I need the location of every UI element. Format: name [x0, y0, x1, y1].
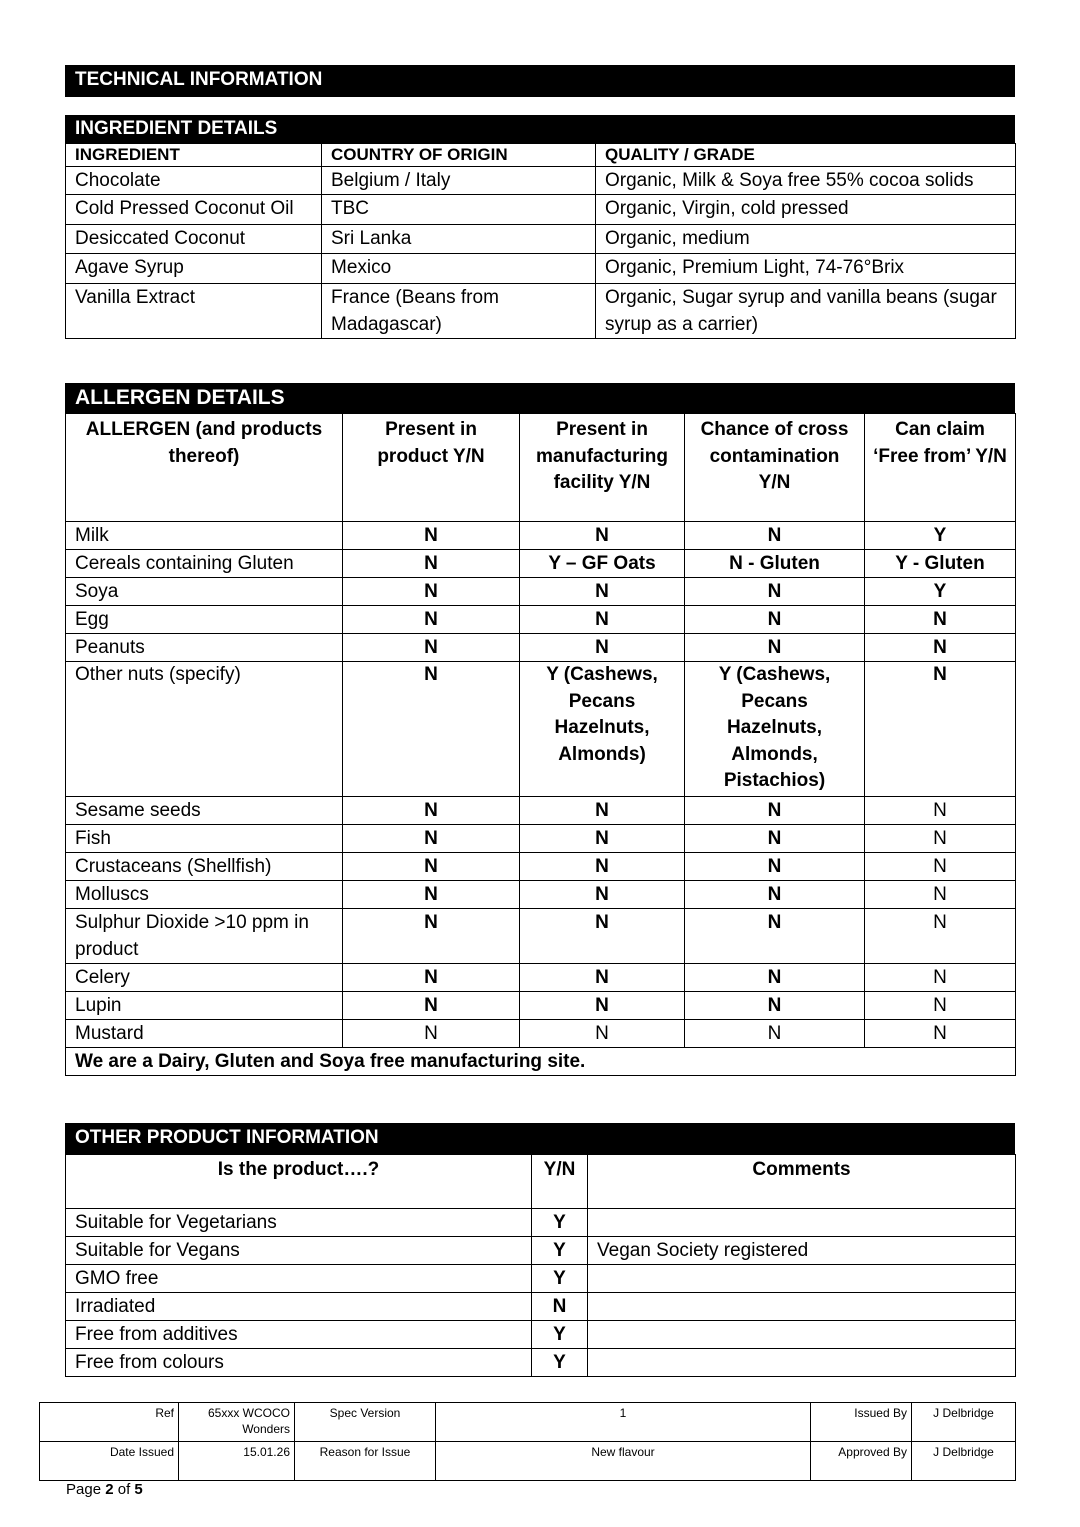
table-row: [66, 1209, 1016, 1237]
product-comment: Vegan Society registered: [588, 1237, 1016, 1265]
product-answer: Y: [532, 1237, 588, 1265]
allergen-value: N: [685, 797, 865, 825]
allergen-value: N: [520, 1020, 685, 1048]
page-total: 5: [134, 1481, 143, 1498]
allergen-value: N: [343, 1020, 520, 1048]
allergen-value: N: [685, 825, 865, 853]
date-issued-label: Date Issued: [40, 1442, 179, 1481]
product-question: Suitable for Vegans: [66, 1237, 532, 1265]
ingredient-col-header: INGREDIENT: [66, 144, 322, 167]
approved-by-value: J Delbridge: [912, 1442, 1016, 1481]
product-comment: [588, 1321, 1016, 1349]
allergen-value: N: [685, 578, 865, 606]
allergen-value: N: [685, 606, 865, 634]
table-row: [66, 853, 1016, 881]
other-header-row: [66, 1155, 1016, 1209]
is-the-product-col-header: Is the product….?: [66, 1155, 532, 1209]
allergen-value: N: [685, 992, 865, 1020]
allergen-value: N: [685, 1020, 865, 1048]
allergen-value: N: [520, 909, 685, 964]
ingredient-origin: France (Beans from Madagascar): [322, 284, 596, 339]
table-row: [66, 909, 1016, 964]
ref-label: Ref: [40, 1403, 179, 1442]
table-row: [66, 634, 1016, 662]
page-prefix: Page: [66, 1481, 102, 1498]
table-row: [66, 578, 1016, 606]
table-row: [66, 1349, 1016, 1377]
allergen-value: N: [520, 522, 685, 550]
allergen-value: Y (Cashews, Pecans Hazelnuts, Almonds): [520, 662, 685, 797]
date-issued-value: 15.01.26: [179, 1442, 295, 1481]
quality-col-header: QUALITY / GRADE: [596, 144, 1016, 167]
ingredient-name: Cold Pressed Coconut Oil: [66, 195, 322, 225]
ingredient-grade: Organic, Sugar syrup and vanilla beans (sugar syrup as a carrier): [596, 284, 1016, 339]
allergen-value: N: [520, 825, 685, 853]
spec-version-value: 1: [436, 1403, 811, 1442]
allergen-name: Celery: [66, 964, 343, 992]
product-comment: [588, 1349, 1016, 1377]
product-question: Free from colours: [66, 1349, 532, 1377]
table-row: [66, 662, 1016, 797]
comments-col-header: Comments: [588, 1155, 1016, 1209]
allergen-table: [65, 413, 1016, 1076]
allergen-value: N: [685, 881, 865, 909]
ingredient-name: Agave Syrup: [66, 254, 322, 284]
present-in-facility-col-header: Present in manufacturing facility Y/N: [520, 414, 685, 522]
ingredient-name: Chocolate: [66, 167, 322, 195]
allergen-name: Crustaceans (Shellfish): [66, 853, 343, 881]
allergen-name: Lupin: [66, 992, 343, 1020]
allergen-name: Milk: [66, 522, 343, 550]
allergen-note-row: [66, 1048, 1016, 1076]
table-row: [66, 964, 1016, 992]
allergen-site-note: We are a Dairy, Gluten and Soya free manufacturing site.: [66, 1048, 1016, 1076]
allergen-value: N: [865, 853, 1016, 881]
allergen-name: Soya: [66, 578, 343, 606]
product-answer: N: [532, 1293, 588, 1321]
allergen-value: Y - Gluten: [865, 550, 1016, 578]
product-question: Free from additives: [66, 1321, 532, 1349]
page-number: [66, 1481, 143, 1498]
ingredient-origin: Belgium / Italy: [322, 167, 596, 195]
table-row: [66, 881, 1016, 909]
ingredient-grade: Organic, medium: [596, 225, 1016, 254]
allergen-value: Y – GF Oats: [520, 550, 685, 578]
ingredient-origin: Sri Lanka: [322, 225, 596, 254]
table-row: [66, 195, 1016, 225]
allergen-value: Y: [865, 522, 1016, 550]
allergen-value: N: [685, 634, 865, 662]
allergen-value: N - Gluten: [685, 550, 865, 578]
allergen-value: N: [343, 825, 520, 853]
document-footer-table: [39, 1402, 1016, 1481]
issued-by-label: Issued By: [811, 1403, 912, 1442]
ingredient-grade: Organic, Premium Light, 74-76°Brix: [596, 254, 1016, 284]
table-row: [66, 1293, 1016, 1321]
allergen-value: N: [343, 522, 520, 550]
allergen-value: N: [520, 578, 685, 606]
ingredient-origin: Mexico: [322, 254, 596, 284]
product-comment: [588, 1265, 1016, 1293]
allergen-name: Fish: [66, 825, 343, 853]
table-row: [66, 1020, 1016, 1048]
ref-value: 65xxx WCOCO Wonders: [179, 1403, 295, 1442]
table-row: [66, 606, 1016, 634]
ingredient-details-heading: INGREDIENT DETAILS: [65, 115, 1015, 143]
ingredient-header-row: [66, 144, 1016, 167]
allergen-name: Egg: [66, 606, 343, 634]
allergen-value: N: [865, 634, 1016, 662]
spec-version-label: Spec Version: [295, 1403, 436, 1442]
allergen-value: N: [343, 662, 520, 797]
table-row: [66, 1321, 1016, 1349]
allergen-col-header: ALLERGEN (and products thereof): [66, 414, 343, 522]
allergen-value: N: [685, 909, 865, 964]
allergen-value: N: [343, 881, 520, 909]
table-row: [66, 284, 1016, 339]
allergen-name: Other nuts (specify): [66, 662, 343, 797]
ingredient-name: Vanilla Extract: [66, 284, 322, 339]
ingredient-table: [65, 143, 1016, 339]
other-product-info-heading: OTHER PRODUCT INFORMATION: [65, 1123, 1015, 1154]
allergen-name: Cereals containing Gluten: [66, 550, 343, 578]
ingredient-grade: Organic, Virgin, cold pressed: [596, 195, 1016, 225]
allergen-value: N: [685, 964, 865, 992]
technical-information-heading: TECHNICAL INFORMATION: [65, 65, 1015, 97]
table-row: [66, 254, 1016, 284]
allergen-name: Molluscs: [66, 881, 343, 909]
ingredient-origin: TBC: [322, 195, 596, 225]
allergen-value: N: [865, 992, 1016, 1020]
country-col-header: COUNTRY OF ORIGIN: [322, 144, 596, 167]
table-row: [66, 550, 1016, 578]
product-comment: [588, 1209, 1016, 1237]
table-row: [66, 167, 1016, 195]
table-row: [66, 1265, 1016, 1293]
approved-by-label: Approved By: [811, 1442, 912, 1481]
footer-row: [40, 1442, 1016, 1481]
reason-value: New flavour: [436, 1442, 811, 1481]
allergen-name: Sesame seeds: [66, 797, 343, 825]
allergen-value: N: [343, 853, 520, 881]
allergen-value: Y (Cashews, Pecans Hazelnuts, Almonds, Pistachios): [685, 662, 865, 797]
page-of: of: [117, 1481, 131, 1498]
page-current: 2: [105, 1481, 114, 1498]
cross-contamination-col-header: Chance of cross contamination Y/N: [685, 414, 865, 522]
allergen-details-heading: ALLERGEN DETAILS: [65, 383, 1015, 413]
product-question: Irradiated: [66, 1293, 532, 1321]
table-row: [66, 825, 1016, 853]
allergen-value: N: [343, 909, 520, 964]
allergen-value: N: [865, 964, 1016, 992]
product-answer: Y: [532, 1265, 588, 1293]
table-row: [66, 225, 1016, 254]
allergen-value: N: [343, 797, 520, 825]
allergen-value: N: [520, 797, 685, 825]
allergen-value: N: [343, 550, 520, 578]
ingredient-grade: Organic, Milk & Soya free 55% cocoa solids: [596, 167, 1016, 195]
product-answer: Y: [532, 1321, 588, 1349]
allergen-value: N: [343, 578, 520, 606]
allergen-value: N: [520, 881, 685, 909]
allergen-name: Peanuts: [66, 634, 343, 662]
ingredient-name: Desiccated Coconut: [66, 225, 322, 254]
allergen-value: N: [865, 881, 1016, 909]
allergen-name: Sulphur Dioxide >10 ppm in product: [66, 909, 343, 964]
allergen-value: N: [865, 909, 1016, 964]
yn-col-header: Y/N: [532, 1155, 588, 1209]
table-row: [66, 797, 1016, 825]
table-row: [66, 992, 1016, 1020]
allergen-value: N: [343, 964, 520, 992]
product-answer: Y: [532, 1209, 588, 1237]
product-question: GMO free: [66, 1265, 532, 1293]
allergen-value: Y: [865, 578, 1016, 606]
allergen-value: N: [520, 606, 685, 634]
allergen-value: N: [520, 964, 685, 992]
allergen-value: N: [520, 853, 685, 881]
product-answer: Y: [532, 1349, 588, 1377]
table-row: [66, 522, 1016, 550]
table-row: [66, 1237, 1016, 1265]
allergen-value: N: [865, 662, 1016, 797]
allergen-value: N: [343, 992, 520, 1020]
free-from-col-header: Can claim ‘Free from’ Y/N: [865, 414, 1016, 522]
allergen-header-row: [66, 414, 1016, 522]
present-in-product-col-header: Present in product Y/N: [343, 414, 520, 522]
reason-label: Reason for Issue: [295, 1442, 436, 1481]
allergen-value: N: [865, 606, 1016, 634]
allergen-name: Mustard: [66, 1020, 343, 1048]
issued-by-value: J Delbridge: [912, 1403, 1016, 1442]
allergen-value: N: [520, 634, 685, 662]
allergen-value: N: [343, 606, 520, 634]
allergen-value: N: [865, 797, 1016, 825]
allergen-value: N: [865, 825, 1016, 853]
product-comment: [588, 1293, 1016, 1321]
allergen-value: N: [520, 992, 685, 1020]
product-question: Suitable for Vegetarians: [66, 1209, 532, 1237]
footer-row: [40, 1403, 1016, 1442]
allergen-value: N: [865, 1020, 1016, 1048]
allergen-value: N: [685, 522, 865, 550]
allergen-value: N: [343, 634, 520, 662]
allergen-value: N: [685, 853, 865, 881]
other-product-table: [65, 1154, 1016, 1377]
